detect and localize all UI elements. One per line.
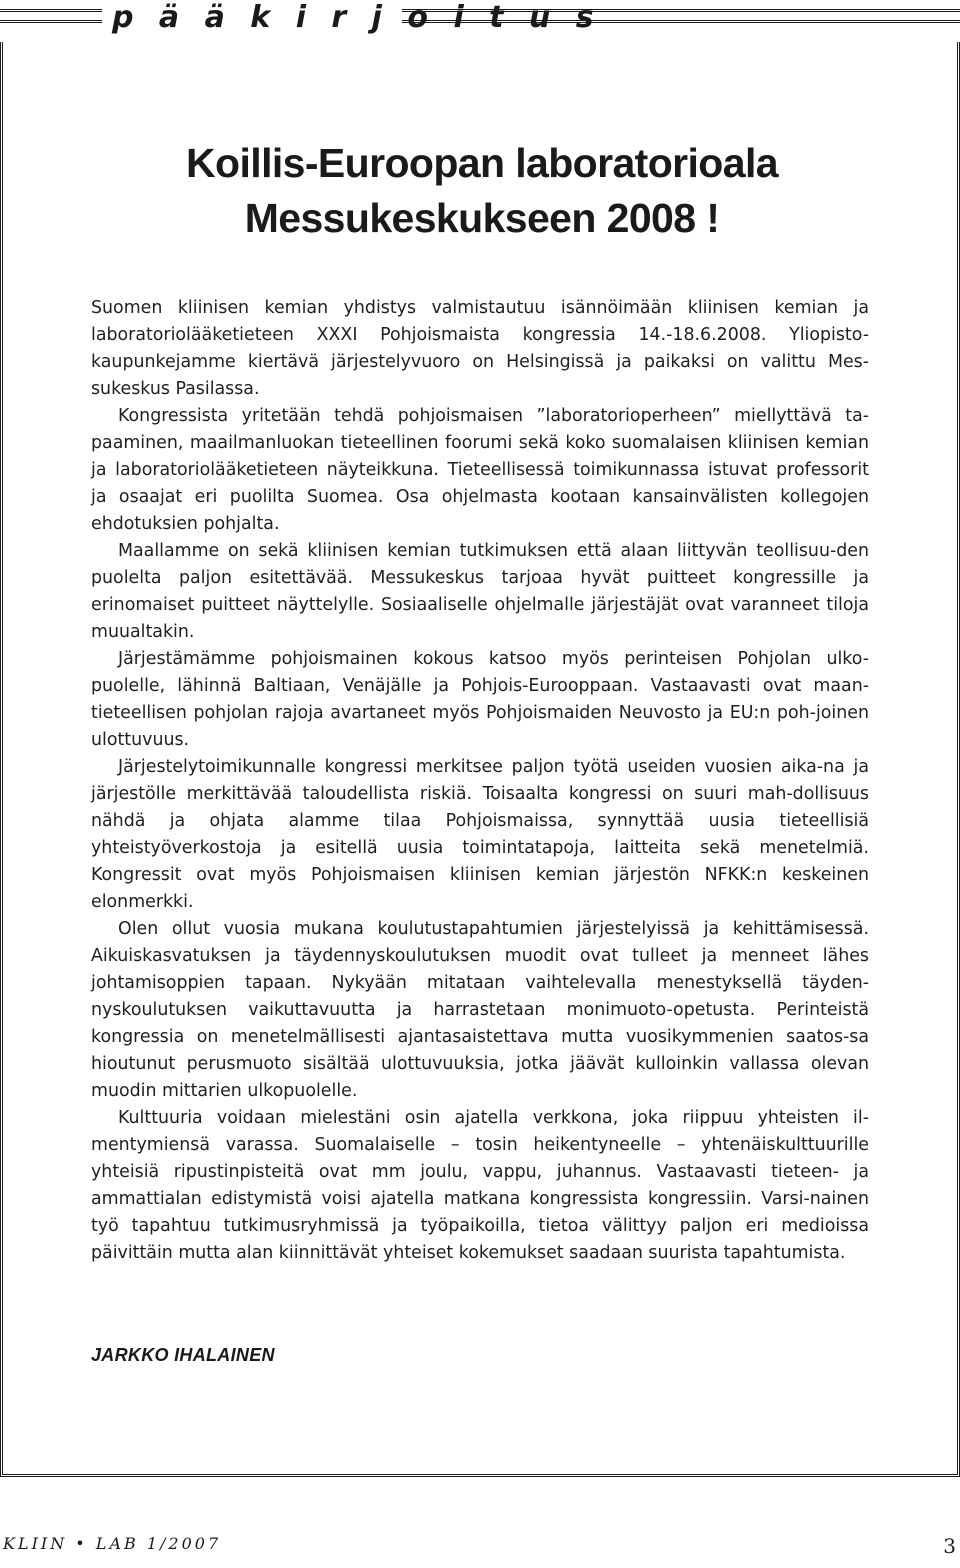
page-footer xyxy=(0,1530,960,1568)
page-number: 3 xyxy=(943,1534,956,1558)
header-rule-left xyxy=(0,9,102,23)
section-label: p ä ä k i r j o i t u s xyxy=(112,0,602,35)
paragraph-1: Suomen kliinisen kemian yhdistys valmistautuu isännöimään kliinisen kemian ja laboratoriolääketieteen XXXI Pohjoismaista kongressia 14.-18.6.2008. Yliopisto-kaupunkejamme kiertävä järjestelyvuoro on Helsingissä ja paikaksi on valittu Mes-sukeskus Pasilassa. xyxy=(91,298,869,399)
paragraph-2: Kongressista yritetään tehdä pohjoismaisen ”laboratorioperheen” miellyttävä ta-paaminen, maailmanluokan tieteellinen foorumi sekä koko suomalaisen kliinisen kemian ja laboratoriolääketieteen näyteikkuna. Tieteellisessä toimikunnassa istuvat professorit ja osaajat eri puolilta Suomea. Osa ohjelmasta kootaan kansainvälisten kollegojen ehdotuksien pohjalta. xyxy=(91,406,869,534)
article-body xyxy=(91,295,869,1267)
article-title-line-2: Messukeskukseen 2008 ! xyxy=(244,195,720,241)
author-signature: JARKKO IHALAINEN xyxy=(91,1345,275,1365)
paragraph-7: Kulttuuria voidaan mielestäni osin ajatella verkkona, joka riippuu yhteisten il-mentymiensä varassa. Suomalaiselle – tosin heikentyneelle – yhtenäiskulttuurille yhteisiä ripustinpisteitä ovat mm joulu, vappu, juhannus. Vastaavasti tieteen- ja ammattialan edistymistä voisi ajatella matkana kongressista kongressiin. Varsi-nainen työ tapahtuu tutkimusryhmissä ja työpaikoilla, tietoa välittyy paljon eri medioissa päivittäin mutta alan kiinnittävät yhteiset kokemukset saadaan suurista tapahtumista. xyxy=(91,1108,869,1263)
paragraph-5: Järjestelytoimikunnalle kongressi merkitsee paljon työtä useiden vuosien aika-na ja järjestölle merkittävää taloudellista riskiä. Toisaalta kongressi on suuri mah-dollisuus nähdä ja ohjata alamme tilaa Pohjoismaissa, synnyttää uusia tieteellisiä yhteistyöverkostoja ja esitellä uusia toimintatapoja, laitteita sekä menetelmiä. Kongressit ovat myös Pohjoismaisen kliinisen kemian järjestön NFKK:n keskeinen elonmerkki. xyxy=(91,757,869,912)
header-rule-right xyxy=(402,9,960,23)
paragraph-4: Järjestämämme pohjoismainen kokous katsoo myös perinteisen Pohjolan ulko-puolelle, lähinnä Baltiaan, Venäjälle ja Pohjois-Eurooppaan. Vastaavasti ovat maan-tieteellisen pohjolan rajoja avartaneet myös Pohjoismaiden Neuvosto ja EU:n poh-joinen ulottuvuus. xyxy=(91,649,869,750)
section-header xyxy=(0,0,960,40)
paragraph-6: Olen ollut vuosia mukana koulutustapahtumien järjestelyissä ja kehittämisessä. Aikuiskasvatuksen ja täydennyskoulutuksen muodit ovat tulleet ja menneet lähes johtamisoppien tapaan. Nykyään mitataan vaihtelevalla menestyksellä täyden-nyskoulutuksen vaikuttavuutta ja harrastetaan monimuoto-opetusta. Perinteistä kongressia on menetelmällisesti ajantasaistettava mutta vuosikymmenien saatos-sa hioutunut perusmuoto sisältää ulottuvuuksia, jotka jäävät kulloinkin vallassa olevan muodin mittarien ulkopuolelle. xyxy=(91,919,869,1101)
article-title xyxy=(92,136,872,246)
paragraph-3: Maallamme on sekä kliinisen kemian tutkimuksen että alaan liittyvän teollisuu-den puolelta paljon esitettävää. Messukeskus tarjoaa hyvät puitteet kongressille ja erinomaiset puitteet näyttelylle. Sosiaaliselle ohjelmalle järjestäjät ovat varanneet tiloja muualtakin. xyxy=(91,541,869,642)
article-title-line-1: Koillis-Euroopan laboratorioala xyxy=(186,140,778,186)
publication-name: KLIIN • LAB 1/2007 xyxy=(3,1534,222,1553)
